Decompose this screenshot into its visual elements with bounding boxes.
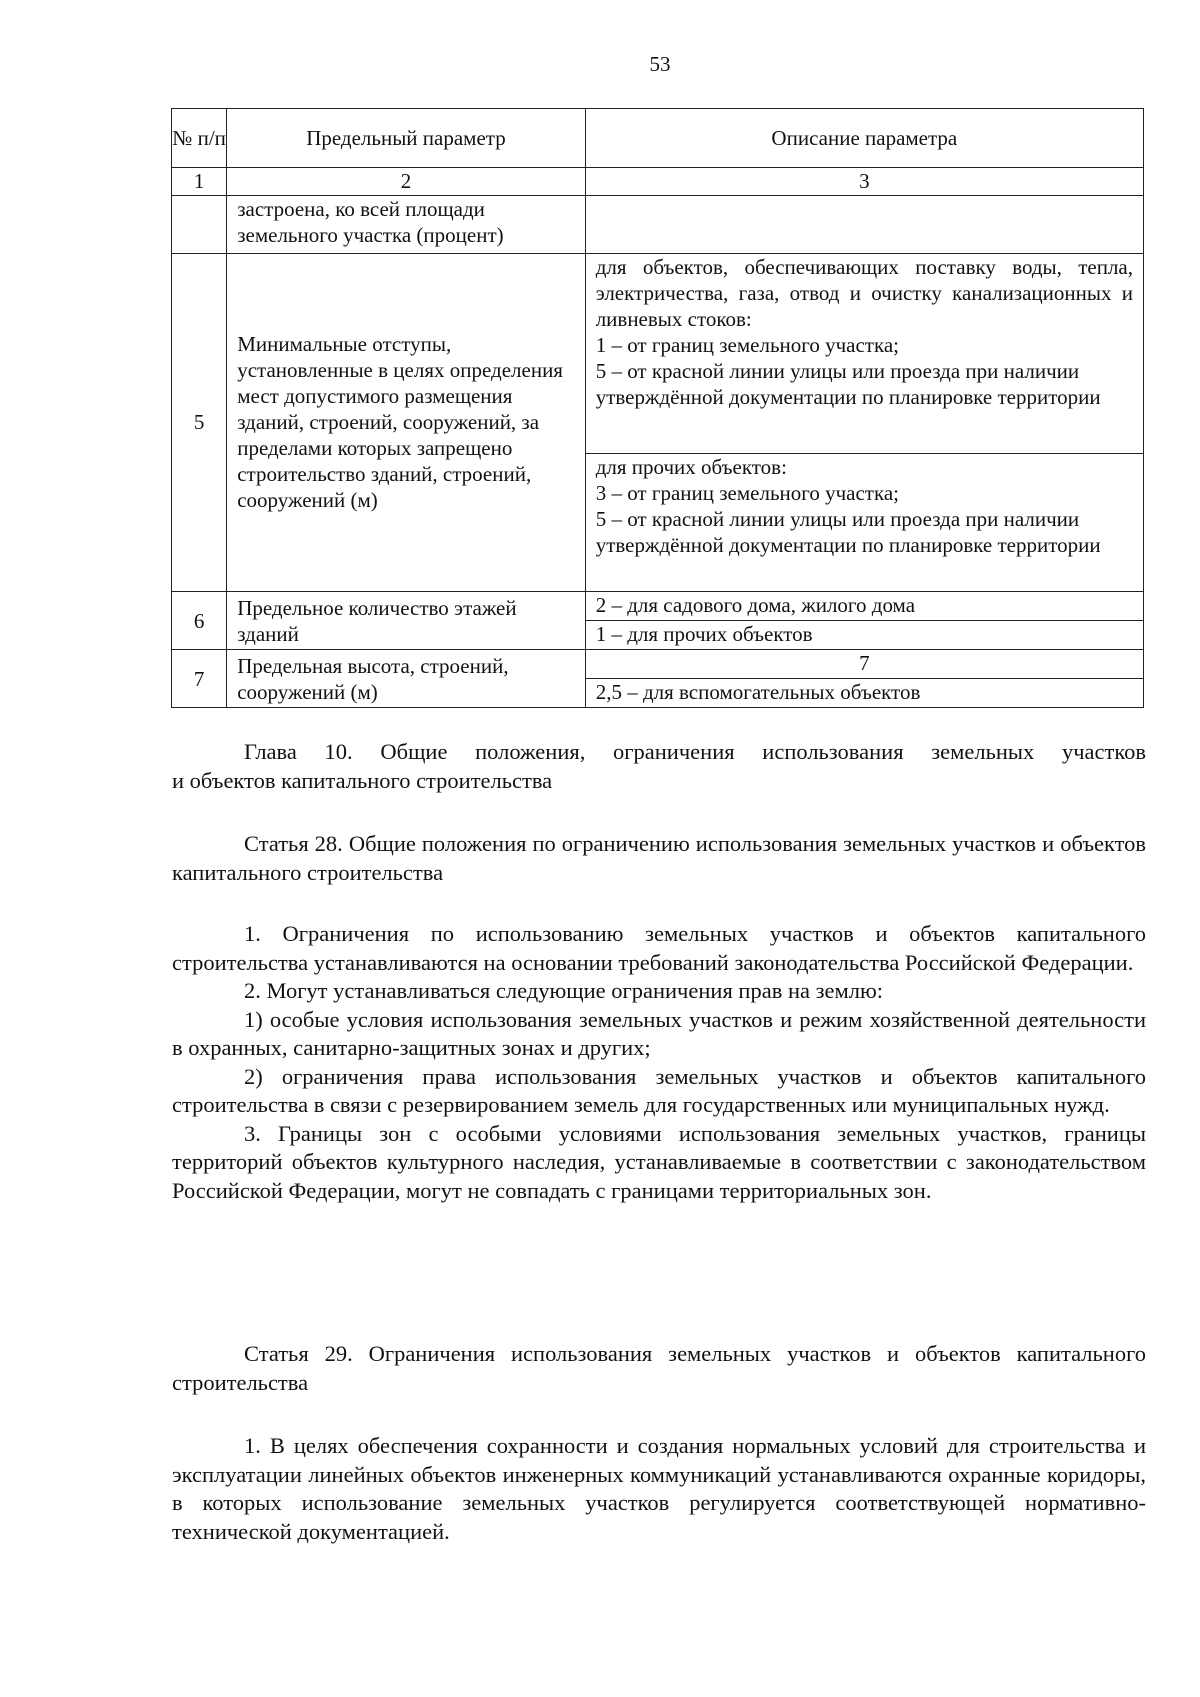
table-header-row [172, 109, 1144, 168]
column-number: 2 [227, 167, 585, 195]
paragraph: 1. В целях обеспечения сохранности и создания нормальных условий для строительства и эксплуатации линейных объектов инженерных коммуникаций устанавливаются охранные коридоры, в которых использование земельных участков регулируется соответствующей нормативно-технической документацией. [172, 1433, 1146, 1544]
paragraph: 2) ограничения права использования земельных участков и объектов капитального строительства в связи с резервированием земель для государственных или муниципальных нужд. [172, 1063, 1146, 1117]
paragraph: 2. Могут устанавливаться следующие ограничения прав на землю: [244, 978, 883, 1003]
paragraph: 1) особые условия использования земельных участков и режим хозяйственной деятельности в охранных, санитарно-защитных зонах и других; [172, 1006, 1146, 1060]
table-row [172, 592, 1144, 621]
row-param: застроена, ко всей площади земельного участка (процент) [227, 195, 585, 253]
desc-intro: для объектов, обеспечивающих поставку воды, тепла, электричества, газа, отвод и очистку канализационных и ливневых стоков: [595, 254, 1133, 331]
row-desc [585, 253, 1143, 453]
row-num-empty [172, 195, 227, 253]
table-row [172, 195, 1144, 253]
desc-intro: для прочих объектов: [595, 454, 787, 479]
row-num: 6 [172, 592, 227, 650]
desc-item: 5 – от красной линии улицы или проезда при наличии утверждённой документации по планировке территории [595, 358, 1101, 409]
header-num: № п/п [172, 109, 227, 168]
desc-item: 5 – от красной линии улицы или проезда при наличии утверждённой документации по планировке территории [595, 506, 1101, 557]
chapter-heading-line1: Глава 10. Общие положения, ограничения использования земельных участков [244, 739, 1146, 764]
row-desc: 7 [585, 650, 1143, 679]
row-desc [585, 453, 1143, 591]
chapter-heading [172, 738, 1146, 795]
row-desc: 2,5 – для вспомогательных объектов [585, 679, 1143, 708]
article-29 [172, 1340, 1146, 1397]
article-28 [172, 830, 1146, 887]
row-desc: 2 – для садового дома, жилого дома [585, 592, 1143, 621]
table-row [172, 253, 1144, 453]
desc-item: 1 – от границ земельного участка; [595, 332, 900, 357]
article-heading: Статья 29. Ограничения использования земельных участков и объектов капитального строительства [172, 1341, 1146, 1395]
row-num: 7 [172, 650, 227, 708]
row-param: Предельное количество этажей зданий [227, 592, 585, 650]
article-heading: Статья 28. Общие положения по ограничению использования земельных участков и объектов капитального строительства [172, 831, 1146, 885]
chapter-heading-line2: и объектов капитального строительства [172, 767, 553, 793]
parameters-table [171, 108, 1144, 708]
row-desc: 1 – для прочих объектов [585, 621, 1143, 650]
header-desc: Описание параметра [585, 109, 1143, 168]
page-number: 53 [649, 52, 671, 76]
row-param: Минимальные отступы, установленные в целях определения мест допустимого размещения зданий, строений, сооружений, за пределами которых запрещено строительство зданий, строений, сооружений (м) [227, 253, 585, 592]
article-29-body [172, 1432, 1146, 1546]
paragraph: 3. Границы зон с особыми условиями использования земельных участков, границы территорий объектов культурного наследия, устанавливаемые в соответствии с законодательством Российской Федерации, могут не совпадать с границами территориальных зон. [172, 1120, 1146, 1203]
column-number: 1 [172, 167, 227, 195]
table-row [172, 650, 1144, 679]
desc-item: 3 – от границ земельного участка; [595, 480, 900, 505]
column-numbers-row [172, 167, 1144, 195]
paragraph: 1. Ограничения по использованию земельных участков и объектов капитального строительства устанавливаются на основании требований законодательства Российской Федерации. [172, 921, 1146, 975]
row-desc-empty [585, 195, 1143, 253]
row-num: 5 [172, 253, 227, 592]
header-param: Предельный параметр [227, 109, 585, 168]
row-param: Предельная высота, строений, сооружений (м) [227, 650, 585, 708]
column-number: 3 [585, 167, 1143, 195]
article-28-body [172, 920, 1146, 1205]
